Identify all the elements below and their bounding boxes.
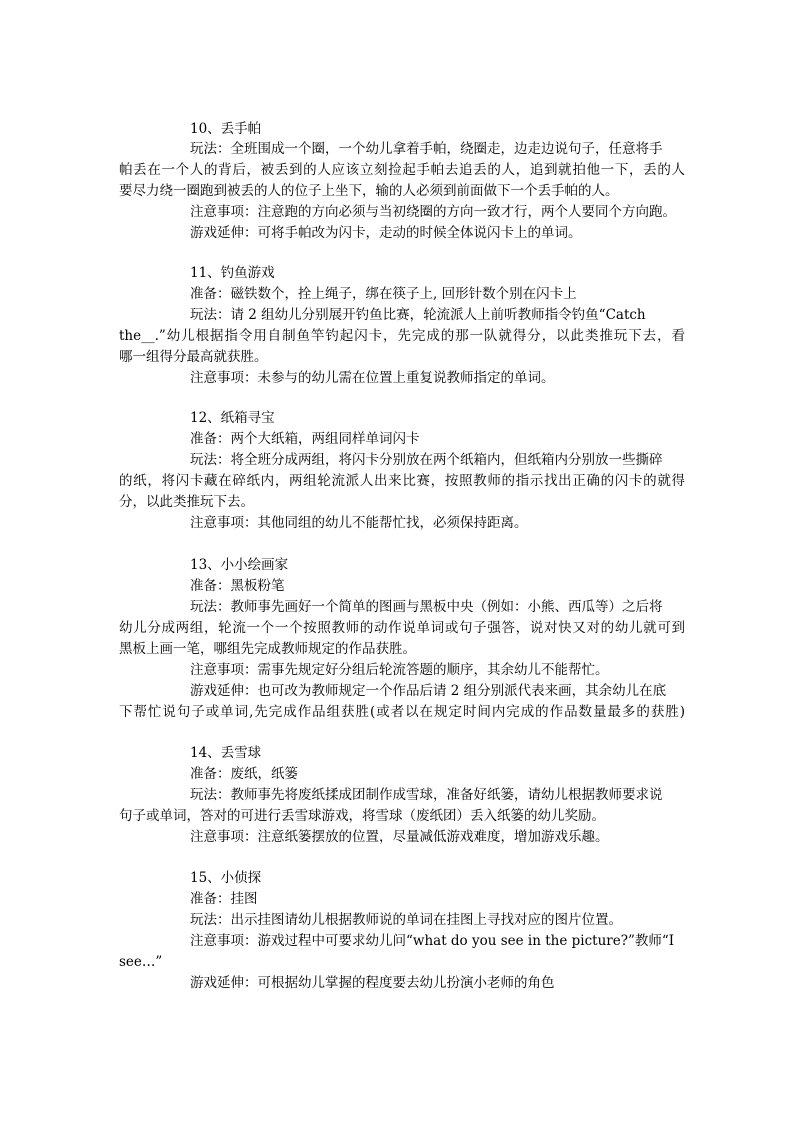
paragraph-line: 游戏延伸：可根据幼儿掌握的程度要去幼儿扮演小老师的角色 xyxy=(190,975,555,991)
paragraph-line: 准备：黑板粉笔 xyxy=(190,578,285,594)
paragraph-line: 玩法：教师事先画好一个简单的图画与黑板中央（例如：小熊、西瓜等）之后将 xyxy=(190,599,663,615)
paragraph-line: the__.”幼儿根据指令用自制鱼竿钓起闪卡，先完成的那一队就得分，以此类推玩下去，看 xyxy=(119,328,685,344)
section-heading: 15、小侦探 xyxy=(190,870,262,886)
paragraph-line: 游戏延伸：可将手帕改为闪卡，走动的时候全体说闪卡上的单词。 xyxy=(190,225,582,241)
section-heading: 12、纸箱寻宝 xyxy=(190,410,275,426)
paragraph-line: 要尽力绕一圈跑到被丢的人的位子上坐下，输的人必须到前面做下一个丢手帕的人。 xyxy=(119,183,619,199)
paragraph-line: 注意事项：需事先规定好分组后轮流答题的顺序，其余幼儿不能帮忙。 xyxy=(190,662,609,678)
paragraph-line: 准备：废纸，纸篓 xyxy=(190,766,298,782)
section-heading: 11、钓鱼游戏 xyxy=(190,265,275,281)
paragraph-line: 准备：磁铁数个，拴上绳子，绑在筷子上, 回形针数个别在闪卡上 xyxy=(190,286,577,302)
paragraph-line: 幼儿分成两组，轮流一个一个按照教师的动作说单词或句子强答，说对快又对的幼儿就可到 xyxy=(119,620,685,636)
paragraph-line: 分，以此类推玩下去。 xyxy=(119,494,254,510)
paragraph-line: 句子或单词，答对的可进行丢雪球游戏，将雪球（废纸团）丢入纸篓的幼儿奖励。 xyxy=(119,808,605,824)
paragraph-line: 的纸，将闪卡藏在碎纸内，两组轮流派人出来比赛，按照教师的指示找出正确的闪卡的就得 xyxy=(119,473,685,489)
section-heading: 14、丢雪球 xyxy=(190,745,262,761)
paragraph-line: 玩法：请 2 组幼儿分别展开钓鱼比赛，轮流派人上前听教师指令钓鱼“Catch xyxy=(190,307,646,323)
paragraph-line: 黑板上画一笔，哪组先完成教师规定的作品获胜。 xyxy=(119,641,416,657)
paragraph-line: 玩法：出示挂图请幼儿根据教师说的单词在挂图上寻找对应的图片位置。 xyxy=(190,912,622,928)
paragraph-line: 准备：两个大纸箱，两组同样单词闪卡 xyxy=(190,431,420,447)
paragraph-line: 准备：挂图 xyxy=(190,891,258,907)
section-heading: 13、小小绘画家 xyxy=(190,557,289,573)
paragraph-line: 玩法：教师事先将废纸揉成团制作成雪球，准备好纸篓，请幼儿根据教师要求说 xyxy=(190,787,663,803)
paragraph-line: 玩法：将全班分成两组，将闪卡分别放在两个纸箱内，但纸箱内分别放一些撕碎 xyxy=(190,452,663,468)
paragraph-line: 玩法：全班围成一个圈，一个幼儿拿着手帕，绕圈走，边走边说句子，任意将手 xyxy=(190,141,663,157)
paragraph-line: 哪一组得分最高就获胜。 xyxy=(119,349,268,365)
paragraph-line: see…” xyxy=(119,954,163,970)
paragraph-line: 游戏延伸：也可改为教师规定一个作品后请 2 组分别派代表来画，其余幼儿在底 xyxy=(190,683,667,699)
section-heading: 10、丢手帕 xyxy=(190,121,262,137)
paragraph-line: 注意事项：游戏过程中可要求幼儿问“what do you see in the picture?”教师“I xyxy=(190,933,675,949)
paragraph-line: 下帮忙说句子或单词,先完成作品组获胜(或者以在规定时间内完成的作品数量最多的获胜) xyxy=(119,704,685,720)
paragraph-line: 注意事项：未参与的幼儿需在位置上重复说教师指定的单词。 xyxy=(190,370,555,386)
paragraph-line: 帕丢在一个人的背后，被丢到的人应该立刻捡起手帕去追丢的人，追到就拍他一下，丢的人 xyxy=(119,162,685,178)
paragraph-line: 注意事项：注意跑的方向必须与当初绕圈的方向一致才行，两个人要同个方向跑。 xyxy=(190,204,676,220)
paragraph-line: 注意事项：其他同组的幼儿不能帮忙找，必须保持距离。 xyxy=(190,515,528,531)
paragraph-line: 注意事项：注意纸篓摆放的位置，尽量减低游戏难度，增加游戏乐趣。 xyxy=(190,829,609,845)
